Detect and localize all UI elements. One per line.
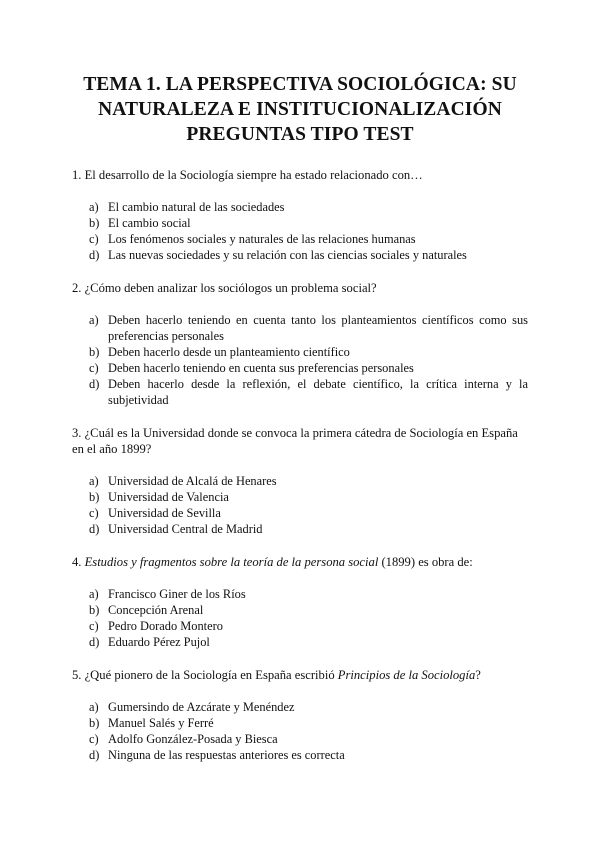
option-text: Universidad de Sevilla <box>108 506 221 520</box>
option-letter: c) <box>89 361 99 375</box>
option-b <box>72 602 528 618</box>
option-text: Deben hacerlo desde un planteamiento científico <box>108 345 350 359</box>
option-text: Concepción Arenal <box>108 603 204 617</box>
option-c <box>72 618 528 634</box>
question-4 <box>72 554 528 650</box>
option-d <box>72 376 528 408</box>
option-a <box>72 586 528 602</box>
option-a <box>72 199 528 215</box>
option-letter: d) <box>89 377 100 391</box>
question-2 <box>72 280 528 408</box>
question-text <box>72 667 528 683</box>
option-text: Universidad de Alcalá de Henares <box>108 474 277 488</box>
option-letter: b) <box>89 603 100 617</box>
option-text: Gumersindo de Azcárate y Menéndez <box>108 700 295 714</box>
document-title <box>72 72 528 147</box>
option-d <box>72 247 528 263</box>
question-text-suffix: ? <box>475 668 481 682</box>
option-letter: b) <box>89 216 100 230</box>
option-text: Adolfo González-Posada y Biesca <box>108 732 278 746</box>
option-letter: a) <box>89 313 99 327</box>
question-text: 3. ¿Cuál es la Universidad donde se convoca la primera cátedra de Sociología en España en el año 1899? <box>72 426 518 456</box>
option-c <box>72 505 528 521</box>
option-a <box>72 312 528 344</box>
options-list <box>72 699 528 763</box>
option-text: Pedro Dorado Montero <box>108 619 223 633</box>
book-title: Estudios y fragmentos sobre la teoría de la persona social <box>84 555 379 569</box>
question-text: 2. ¿Cómo deben analizar los sociólogos un problema social? <box>72 281 377 295</box>
book-title: Principios de la Sociología <box>337 668 476 682</box>
options-list <box>72 473 528 537</box>
option-a <box>72 699 528 715</box>
option-letter: d) <box>89 748 100 762</box>
option-text: Ninguna de las respuestas anteriores es correcta <box>108 748 345 762</box>
question-text-prefix: 4. <box>72 555 85 569</box>
option-a <box>72 473 528 489</box>
option-b <box>72 715 528 731</box>
option-d <box>72 634 528 650</box>
option-b <box>72 344 528 360</box>
option-b <box>72 215 528 231</box>
option-letter: a) <box>89 200 99 214</box>
option-letter: c) <box>89 506 99 520</box>
question-5 <box>72 667 528 763</box>
option-letter: a) <box>89 700 99 714</box>
option-letter: d) <box>89 522 100 536</box>
option-letter: b) <box>89 490 100 504</box>
option-text: Deben hacerlo teniendo en cuenta sus preferencias personales <box>108 361 414 375</box>
question-text: 1. El desarrollo de la Sociología siempre ha estado relacionado con… <box>72 168 423 182</box>
title-line-1: TEMA 1. LA PERSPECTIVA SOCIOLÓGICA: SU <box>83 74 517 95</box>
option-text: Los fenómenos sociales y naturales de las relaciones humanas <box>108 232 416 246</box>
option-letter: c) <box>89 732 99 746</box>
option-letter: b) <box>89 716 100 730</box>
option-letter: b) <box>89 345 100 359</box>
title-line-2: NATURALEZA E INSTITUCIONALIZACIÓN <box>98 99 502 120</box>
option-letter: a) <box>89 474 99 488</box>
option-c <box>72 231 528 247</box>
option-d <box>72 747 528 763</box>
option-text: Eduardo Pérez Pujol <box>108 635 210 649</box>
option-text: Francisco Giner de los Ríos <box>108 587 246 601</box>
option-text: Universidad Central de Madrid <box>108 522 263 536</box>
option-letter: a) <box>89 587 99 601</box>
option-text: El cambio social <box>108 216 191 230</box>
question-text-suffix: (1899) es obra de: <box>378 555 473 569</box>
option-letter: c) <box>89 619 99 633</box>
option-b <box>72 489 528 505</box>
option-text: Las nuevas sociedades y su relación con las ciencias sociales y naturales <box>108 248 467 262</box>
options-list <box>72 199 528 263</box>
title-line-3: PREGUNTAS TIPO TEST <box>186 124 414 145</box>
option-text: Deben hacerlo teniendo en cuenta tanto los planteamientos científicos como sus preferencias personales <box>108 313 528 343</box>
question-text-prefix: 5. ¿Qué pionero de la Sociología en España escribió <box>72 668 338 682</box>
option-text: Universidad de Valencia <box>108 490 229 504</box>
question-1 <box>72 167 528 263</box>
question-3 <box>72 425 528 537</box>
options-list <box>72 312 528 408</box>
option-letter: c) <box>89 232 99 246</box>
option-letter: d) <box>89 635 100 649</box>
option-text: Manuel Salés y Ferré <box>108 716 214 730</box>
option-c <box>72 360 528 376</box>
option-c <box>72 731 528 747</box>
option-letter: d) <box>89 248 100 262</box>
option-d <box>72 521 528 537</box>
option-text: Deben hacerlo desde la reflexión, el debate científico, la crítica interna y la subjetividad <box>108 377 528 407</box>
option-text: El cambio natural de las sociedades <box>108 200 285 214</box>
question-text <box>72 554 528 570</box>
options-list <box>72 586 528 650</box>
